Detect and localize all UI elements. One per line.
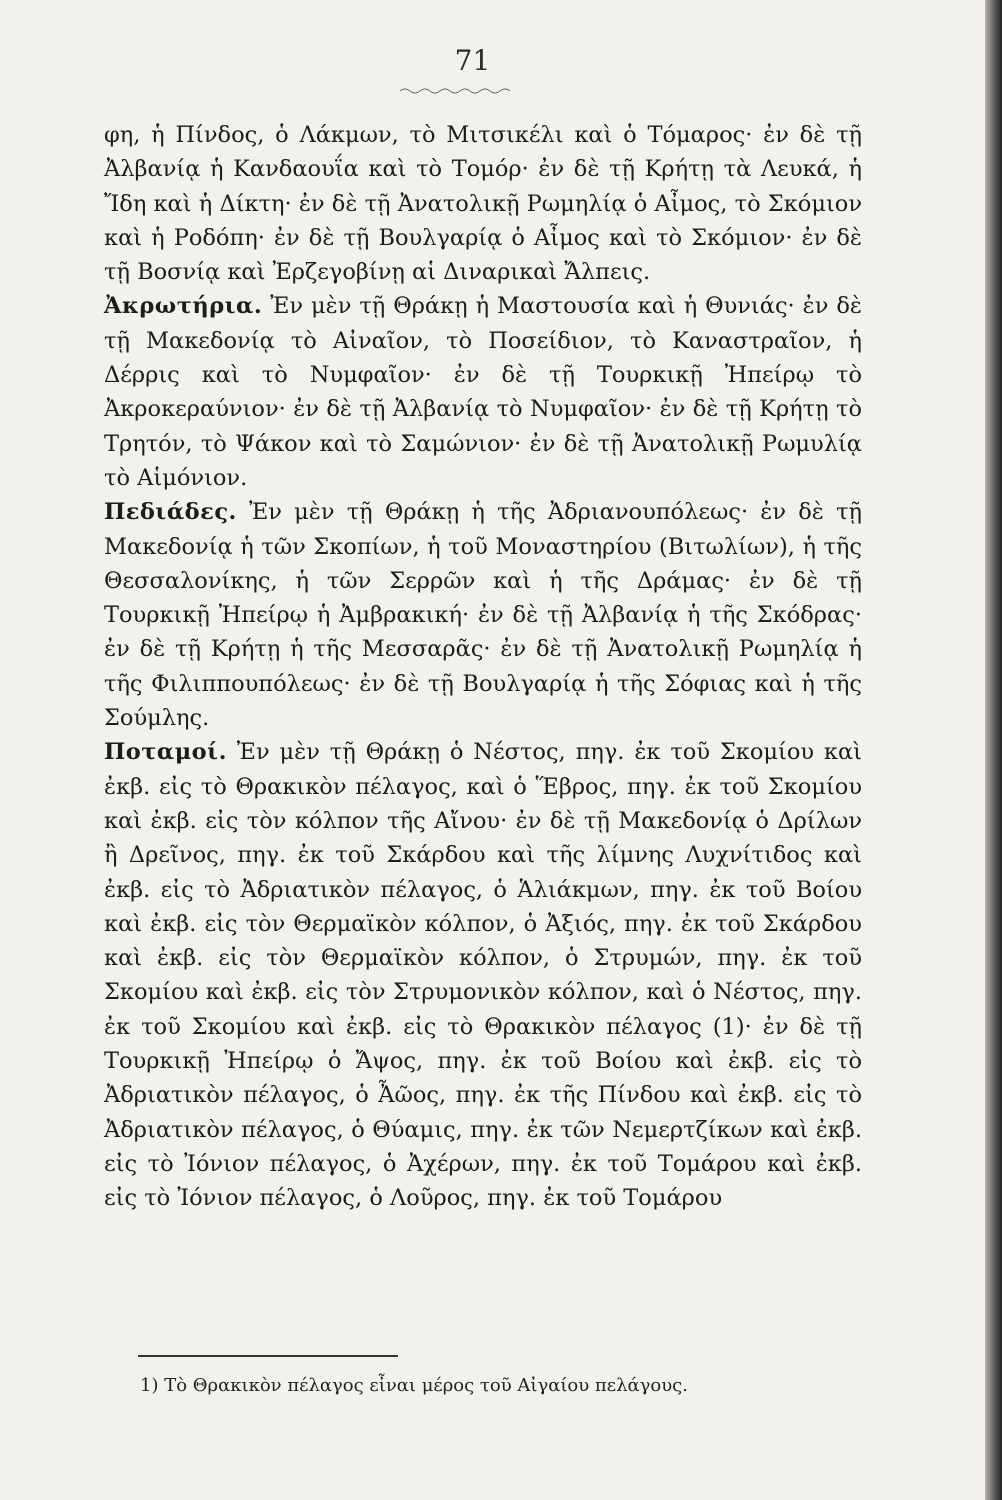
- footnote: 1) Τὸ Θρακικὸν πέλαγος εἶναι μέρος τοῦ Αἰγαίου πελάγους.: [140, 1375, 688, 1396]
- paragraph-text: Ἐν μὲν τῇ Θράκῃ ὁ Νέστος, πηγ. ἐκ τοῦ Σκομίου καὶ ἐκβ. εἰς τὸ Θρακικὸν πέλαγος, καὶ ὁ Ἕβρος, πηγ. ἐκ τοῦ Σκομίου καὶ ἐκβ. εἰς τὸν κόλπον τῆς Αἴνου· ἐν δὲ τῇ Μακεδονίᾳ ὁ Δρίλων ἢ Δρεῖνος, πηγ. ἐκ τοῦ Σκάρδου καὶ τῆς λίμνης Λυχνίτιδος καὶ ἐκβ. εἰς τὸ Ἀδριατικὸν πέλαγος, ὁ Ἁλιάκμων, πηγ. ἐκ τοῦ Βοίου καὶ ἐκβ. εἰς τὸν Θερμαϊκὸν κόλπον, ὁ Ἀξιός, πηγ. ἐκ τοῦ Σκάρδου καὶ ἐκβ. εἰς τὸν Θερμαϊκὸν κόλπον, ὁ Στρυμών, πηγ. ἐκ τοῦ Σκομίου καὶ ἐκβ. εἰς τὸν Στρυμονικὸν κόλπον, καὶ ὁ Νέστος, πηγ. ἐκ τοῦ Σκομίου καὶ ἐκβ. εἰς τὸ Θρακικὸν πέλαγος (1)· ἐν δὲ τῇ Τουρκικῇ Ἠπείρῳ ὁ Ἄψος, πηγ. ἐκ τοῦ Βοίου καὶ ἐκβ. εἰς τὸ Ἀδριατικὸν πέλαγος, ὁ Ἆῶος, πηγ. ἐκ τῆς Πίνδου καὶ ἐκβ. εἰς τὸ Ἀδριατικὸν πέλαγος, ὁ Θύαμις, πηγ. ἐκ τῶν Νεμερτζίκων καὶ ἐκβ. εἰς τὸ Ἰόνιον πέλαγος, ὁ Ἀχέρων, πηγ. ἐκ τοῦ Τομάρου καὶ ἐκβ. εἰς τὸ Ἰόνιον πέλαγος, ὁ Λοῦρος, πηγ. ἐκ τοῦ Τομάρου: [104, 739, 862, 1212]
- section-heading-plains: Πεδιάδες.: [104, 499, 237, 526]
- main-text: [104, 118, 862, 1216]
- footnote-divider: [138, 1355, 398, 1357]
- paragraph-mountains: [104, 118, 862, 289]
- paragraph-text: Ἐν μὲν τῇ Θράκῃ ἡ τῆς Ἀδριανουπόλεως· ἐν δὲ τῇ Μακεδονίᾳ ἡ τῶν Σκοπίων, ἡ τοῦ Μοναστηρίου (Βιτωλίων), ἡ τῆς Θεσσαλονίκης, ἡ τῶν Σερρῶν καὶ ἡ τῆς Δράμας· ἐν δὲ τῇ Τουρκικῇ Ἠπείρῳ ἡ Ἀμβρακική· ἐν δὲ τῇ Ἀλβανίᾳ ἡ τῆς Σκόδρας· ἐν δὲ τῇ Κρήτῃ ἡ τῆς Μεσσαρᾶς· ἐν δὲ τῇ Ἀνατολικῇ Ρωμηλίᾳ ἡ τῆς Φιλιππουπόλεως· ἐν δὲ τῇ Βουλγαρίᾳ ἡ τῆς Σόφιας καὶ ἡ τῆς Σούμλης.: [104, 499, 862, 732]
- wavy-ornament-icon: [400, 86, 510, 96]
- paragraph-plains: [104, 495, 862, 735]
- section-heading-rivers: Ποταμοί.: [104, 739, 227, 766]
- paragraph-text: Ἐν μὲν τῇ Θράκῃ ἡ Μαστουσία καὶ ἡ Θυνιάς· ἐν δὲ τῇ Μακεδονίᾳ τὸ Αἰναῖον, τὸ Ποσείδιον, τὸ Καναστραῖον, ἡ Δέρρις καὶ τὸ Νυμφαῖον· ἐν δὲ τῇ Τουρκικῇ Ἠπείρῳ τὸ Ἀκροκεραύνιον· ἐν δὲ τῇ Ἀλβανίᾳ τὸ Νυμφαῖον· ἐν δὲ τῇ Κρήτῃ τὸ Τρητόν, τὸ Ψάκον καὶ τὸ Σαμώνιον· ἐν δὲ τῇ Ἀνατολικῇ Ρωμυλίᾳ τὸ Αἱμόνιον.: [104, 293, 862, 491]
- paragraph-text: φη, ἡ Πίνδος, ὁ Λάκμων, τὸ Μιτσικέλι καὶ ὁ Τόμαρος· ἐν δὲ τῇ Ἀλβανίᾳ ἡ Κανδαουΐα καὶ τὸ Τομόρ· ἐν δὲ τῇ Κρήτῃ τὰ Λευκά, ἡ Ἴδη καὶ ἡ Δίκτη· ἐν δὲ τῇ Ἀνατολικῇ Ρωμηλίᾳ ὁ Αἶμος, τὸ Σκόμιον καὶ ἡ Ροδόπη· ἐν δὲ τῇ Βουλγαρίᾳ ὁ Αἶμος καὶ τὸ Σκόμιον· ἐν δὲ τῇ Βοσνίᾳ καὶ Ἐρζεγοβίνῃ αἱ Διναρικαὶ Ἄλπεις.: [104, 122, 862, 286]
- section-heading-capes: Ἀκρωτήρια.: [104, 293, 263, 320]
- paragraph-rivers: [104, 735, 862, 1215]
- page-edge: [985, 0, 1002, 1500]
- paragraph-capes: [104, 289, 862, 495]
- page-number: 71: [454, 44, 491, 77]
